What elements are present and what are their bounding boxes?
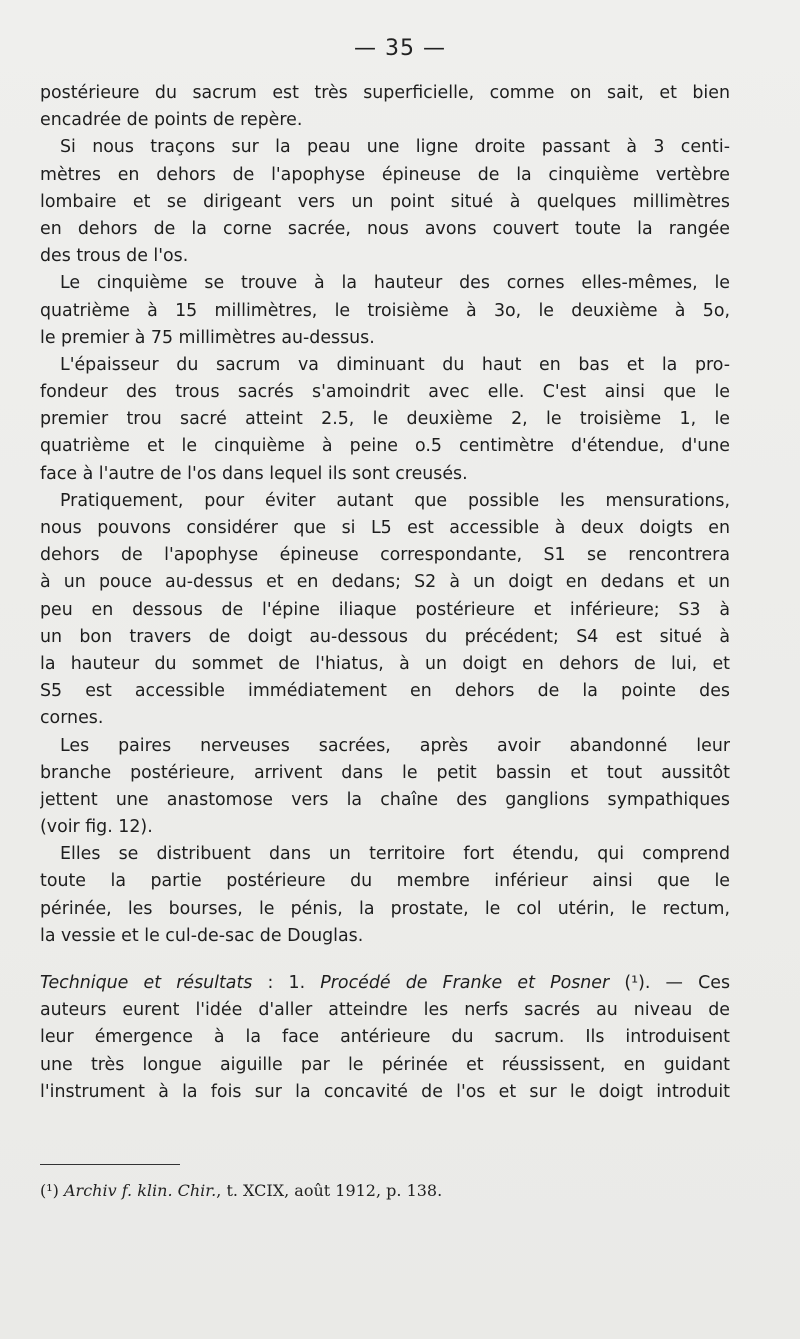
text-line: leur émergence à la face antérieure du sacrum. Ils introduisent: [40, 1027, 730, 1048]
text-line: l'instrument à la fois sur la concavité de l'os et sur le doigt introduit: [40, 1081, 730, 1102]
footnote-marker: (¹): [40, 1181, 64, 1200]
section-gap: [40, 950, 730, 970]
paragraph-start-line: Elles se distribuent dans un territoire fort étendu, qui comprend: [60, 844, 730, 865]
technique-heading-line: [40, 970, 730, 997]
text-line: branche postérieure, arrivent dans le petit bassin et tout aussitôt: [40, 762, 730, 783]
heading-colon: :: [252, 973, 289, 993]
technique-heading: Technique et résultats: [40, 973, 253, 993]
text-line: des trous de l'os.: [40, 246, 189, 267]
text-line: la vessie et le cul-de-sac de Douglas.: [40, 925, 364, 946]
text-line: premier trou sacré atteint 2.5, le deuxième 2, le troisième 1, le: [40, 409, 730, 430]
footnote: [40, 1180, 442, 1202]
text-line: quatrième à 15 millimètres, le troisième à 3o, le deuxième à 5o,: [40, 300, 730, 321]
text-line: cornes.: [40, 708, 104, 729]
footnote-reference: (¹). — Ces: [609, 973, 730, 993]
text-line: un bon travers de doigt au-dessous du précédent; S4 est situé à: [40, 626, 730, 647]
text-line: S5 est accessible immédiatement en dehors de la pointe des: [40, 681, 730, 702]
text-line: la hauteur du sommet de l'hiatus, à un doigt en dehors de lui, et: [40, 653, 730, 674]
paragraph-start-line: Les paires nerveuses sacrées, après avoir abandonné leur: [60, 735, 730, 756]
text-line: une très longue aiguille par le périnée et réussissent, en guidant: [40, 1054, 730, 1075]
paragraph-start-line: Pratiquement, pour éviter autant que possible les mensurations,: [60, 490, 730, 511]
paragraph-start-line: L'épaisseur du sacrum va diminuant du haut en bas et la pro-: [60, 354, 730, 375]
text-line: quatrième et le cinquième à peine o.5 centimètre d'étendue, d'une: [40, 436, 730, 457]
text-line: postérieure du sacrum est très superficielle, comme on sait, et bien: [40, 83, 730, 103]
text-line: nous pouvons considérer que si L5 est accessible à deux doigts en: [40, 518, 730, 538]
text-line: fondeur des trous sacrés s'amoindrit avec elle. C'est ainsi que le: [40, 382, 730, 403]
body-text: [40, 80, 730, 1106]
text-line: toute la partie postérieure du membre inférieur ainsi que le: [40, 871, 730, 892]
paragraph-start-line: Le cinquième se trouve à la hauteur des cornes elles-mêmes, le: [60, 273, 730, 294]
text-line: le premier à 75 millimètres au-dessus.: [40, 327, 375, 348]
procedure-number: 1.: [288, 973, 321, 993]
footnote-divider: [40, 1164, 180, 1165]
text-line: jettent une anastomose vers la chaîne des ganglions sympathiques: [40, 789, 730, 810]
text-line: périnée, les bourses, le pénis, la prostate, le col utérin, le rectum,: [40, 898, 730, 919]
procedure-title: Procédé de Franke et Posner: [320, 973, 610, 993]
text-line: mètres en dehors de l'apophyse épineuse de la cinquième vertèbre: [40, 164, 730, 185]
text-line: face à l'autre de l'os dans lequel ils sont creusés.: [40, 463, 468, 484]
text-line: à un pouce au-dessus et en dedans; S2 à un doigt en dedans et un: [40, 572, 730, 593]
page-number: — 35 —: [354, 36, 446, 61]
footnote-source: Archiv f. klin. Chir.: [63, 1181, 217, 1200]
text-line: en dehors de la corne sacrée, nous avons couvert toute la rangée: [40, 218, 730, 239]
text-line: auteurs eurent l'idée d'aller atteindre les nerfs sacrés au niveau de: [40, 1000, 730, 1021]
footnote-details: , t. XCIX, août 1912, p. 138.: [216, 1181, 443, 1200]
text-line: dehors de l'apophyse épineuse correspondante, S1 se rencontrera: [40, 545, 730, 566]
paragraph-start-line: Si nous traçons sur la peau une ligne droite passant à 3 centi-: [60, 137, 730, 158]
text-line: encadrée de points de repère.: [40, 110, 303, 131]
text-line: lombaire et se dirigeant vers un point situé à quelques millimètres: [40, 191, 730, 212]
text-line: peu en dessous de l'épine iliaque postérieure et inférieure; S3 à: [40, 599, 730, 620]
text-line: (voir fig. 12).: [40, 817, 153, 838]
